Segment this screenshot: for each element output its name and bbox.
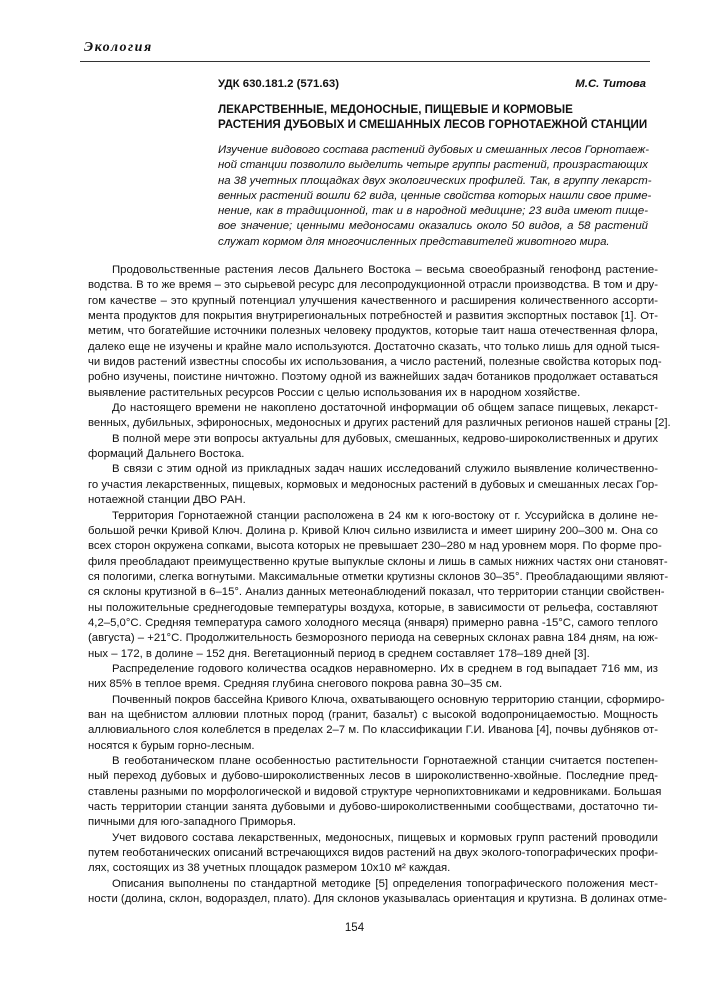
abstract-line: Изучение видового состава растений дубовых и смешанных лесов Горнотаеж- — [218, 144, 650, 156]
abstract-line: служат кормом для многочисленных представителей животного мира. — [218, 235, 610, 248]
title-line: ЛЕКАРСТВЕННЫЕ, МЕДОНОСНЫЕ, ПИЩЕВЫЕ И КОРМОВЫЕ — [218, 103, 573, 116]
body-line: большой речки Кривой Ключ. Долина р. Кривой Ключ сильно извилиста и имеет ширину 200–300 м. Она со — [88, 524, 658, 537]
body-line: ный переход дубовых и дубово-широколиственных лесов в широколиственно-хвойные. Последние пред- — [88, 770, 658, 783]
body-line: часть территории станции занята дубовыми и дубово-широколиственными сообществами, достаточно ти- — [88, 801, 658, 814]
body-line: В связи с этим одной из прикладных задач наших исследований служило выявление количественно- — [112, 463, 658, 476]
body-line: (августа) – +21°С. Продолжительность безморозного периода на северных склонах равна 184 дням, на юж- — [88, 632, 658, 645]
body-line: пичными для юго-западного Приморья. — [88, 816, 297, 829]
body-line: Описания выполнены по стандартной методике [5] определения топографического положения мест- — [112, 877, 658, 890]
body-line: выявление растительных ресурсов России с целью использования их в народном хозяйстве. — [88, 386, 581, 399]
body-line: Учет видового состава лекарственных, медоносных, пищевых и кормовых групп растений проводили — [112, 831, 658, 844]
body-line: мента продуктов для покрытия внутрирегиональных потребностей и развития экспортных поставок [1]. От- — [88, 310, 658, 323]
body-line: ся пологими, слегка вогнутыми. Максимальные отметки крутизны склонов 30–35°. Преобладающими являют- — [88, 570, 669, 583]
title-line: РАСТЕНИЯ ДУБОВЫХ И СМЕШАННЫХ ЛЕСОВ ГОРНОТАЕЖНОЙ СТАНЦИИ — [218, 118, 648, 131]
body-line: В геоботаническом плане особенностью растительности Горнотаежной станции считается постепен- — [112, 755, 658, 767]
body-line: филя преобладают преимущественно крутые выпуклые склоны и лишь в самых нижних частях они становят- — [88, 555, 668, 568]
body-line: формаций Дальнего Востока. — [88, 448, 245, 461]
body-line: Распределение годового количества осадков неравномерно. Их в среднем в год выпадает 716 мм, из — [112, 662, 658, 675]
body-line: ны положительные среднегодовые температуры воздуха, которые, в зависимости от рельефа, составляют — [88, 601, 658, 614]
abstract-line: нение, как в традиционной, так и в народной медицине; 23 вида имеют пище- — [218, 205, 648, 218]
body-line: До настоящего времени не накоплено достаточной информации об общем запасе пищевых, лекарст- — [112, 402, 658, 415]
abstract-line: венных растений вошли 62 вида, ценные свойства которых нашли свое приме- — [218, 189, 652, 202]
body-line: го участия лекарственных, пищевых, кормовых и медоносных растений в дубовых и смешанных лесах Гор- — [88, 478, 658, 491]
body-line: ван на щебнистом аллювии плотных пород (гранит, базальт) с высокой водопроницаемостью. Мощность — [88, 708, 658, 721]
abstract-line: на 38 учетных площадках двух экологических профилей. Так, в группу лекарст- — [218, 174, 652, 187]
article-title — [218, 102, 650, 132]
body-line: метим, что богатейшие источники полезных человеку продуктов, которые таит наша отечественная флора, — [88, 325, 658, 338]
body-line: ставлены разными по морфологической и видовой структуре чернопихтовниками и кедровниками. Большая — [88, 785, 662, 798]
body-line: них 85% в теплое время. Средняя глубина снегового покрова равна 30–35 см. — [88, 678, 503, 691]
body-line: ных – 172, в долине – 152 дня. Вегетационный период в среднем составляет 178–189 дней [3]. — [88, 647, 590, 660]
abstract-line: ной станции позволило выделить четыре группы растений, произрастающих — [218, 159, 648, 172]
body-line: чи видов растений известны способы их использования, а число растений, полезные свойства которых под- — [88, 356, 662, 369]
author-name: М.С. Титова — [575, 78, 646, 90]
body-line: В полной мере эти вопросы актуальны для дубовых, смешанных, кедрово-широколиственных и других — [112, 432, 658, 445]
body-line: венных, дубильных, эфироносных, медоносных и других растений для различных регионов нашей страны [2]. — [88, 417, 671, 430]
body-line: ся склоны крутизной в 6–15°. Анализ данных метеонаблюдений показал, что территории станции свойствен- — [88, 586, 665, 599]
body-line: водства. В то же время – это сырьевой ресурс для лесопродукционной отрасли производства. В том и дру- — [88, 279, 658, 292]
header-rule — [80, 61, 650, 62]
body-line: Территория Горнотаежной станции расположена в 24 км к юго-востоку от г. Уссурийска в долине не- — [112, 509, 658, 522]
body-line: носятся к бурым горно-лесным. — [88, 739, 255, 752]
page-number: 154 — [344, 922, 365, 934]
article-body — [88, 263, 671, 907]
udc-code: УДК 630.181.2 (571.63) — [218, 78, 340, 90]
abstract — [218, 143, 652, 250]
article-meta — [218, 78, 646, 90]
body-line: Продовольственные растения лесов Дальнего Востока – весьма своеобразный генофонд растение- — [112, 264, 658, 276]
body-line: всех сторон окружена сопками, высота которых не превышает 230–280 м над уровнем моря. По форме про- — [88, 540, 662, 553]
body-line: лях, состоящих из 38 учетных площадок размером 10х10 м² каждая. — [88, 862, 451, 875]
body-line: нотаежной станции ДВО РАН. — [88, 494, 246, 507]
body-line: путем геоботанических описаний встречающихся видов растений на двух эколого-топографических профи- — [88, 847, 658, 860]
body-line: ности (долина, склон, водораздел, плато). Для склонов указывалась ориентация и крутизна. В долинах отме- — [88, 893, 667, 906]
abstract-line: вое значение; ценными медоносами оказались около 50 видов, а 58 растений — [218, 220, 648, 233]
body-line: робно изучены, поистине ничтожно. Поэтому одной из важнейших задач ботаников продолжает оставаться — [88, 371, 658, 384]
body-line: 4,2–5,0°С. Средняя температура самого холодного месяца (января) примерно равна -15°С, самого теплого — [88, 616, 658, 629]
running-head: Экология — [84, 40, 153, 55]
body-line: гом качестве – это крупный потенциал улучшения качественного и расширения количественного ассорти- — [88, 294, 658, 307]
body-line: далеко еще не изучены и крайне мало используются. Достаточно сказать, что только лишь для одной тыся- — [88, 340, 660, 353]
body-line: Почвенный покров бассейна Кривого Ключа, охватывающего основную территорию станции, сформиро- — [112, 693, 665, 706]
body-line: аллювиального слоя колеблется в пределах 2–7 м. По классификации Г.И. Иванова [4], почвы дубняков от- — [88, 724, 658, 737]
